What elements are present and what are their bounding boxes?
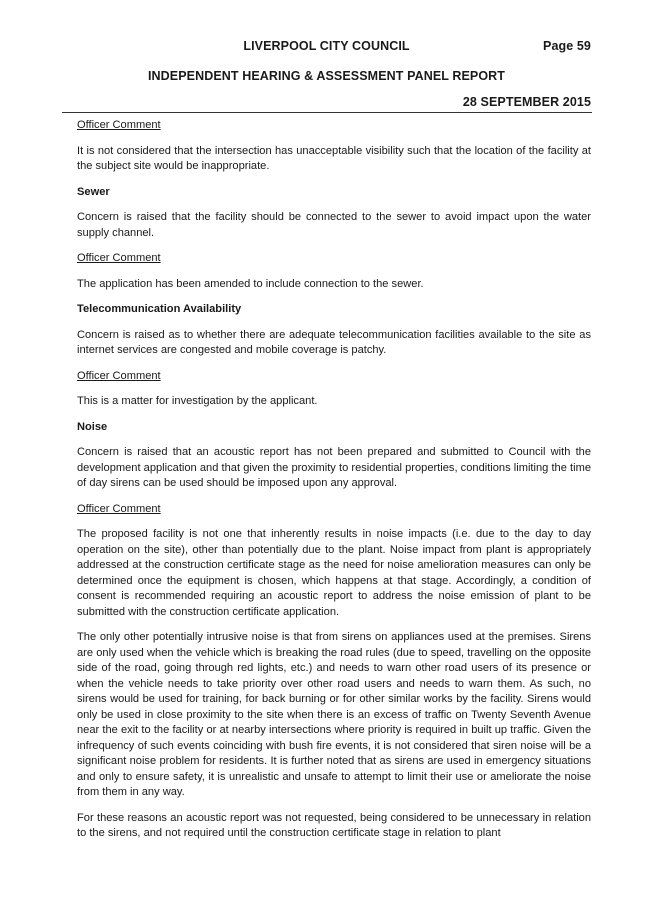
council-name: LIVERPOOL CITY COUNCIL bbox=[243, 39, 410, 53]
section-heading-noise: Noise bbox=[77, 420, 108, 433]
section-heading-sewer: Sewer bbox=[77, 185, 110, 198]
body-paragraph: For these reasons an acoustic report was not requested, being considered to be unnecessary in relation to the sirens, and not required until the construction certificate stage in relation to plant bbox=[77, 811, 591, 839]
document-body bbox=[77, 118, 591, 842]
body-paragraph: The application has been amended to include connection to the sewer. bbox=[77, 277, 424, 290]
body-paragraph: It is not considered that the intersection has unacceptable visibility such that the location of the facility at the subject site would be inappropriate. bbox=[77, 144, 591, 172]
body-paragraph: Concern is raised that an acoustic report has not been prepared and submitted to Council with the development application and that given the proximity to residential properties, conditions limiting the time of day sirens can be used should be imposed upon any approval. bbox=[77, 446, 591, 489]
body-paragraph: Concern is raised that the facility should be connected to the sewer to avoid impact upon the water supply channel. bbox=[77, 211, 591, 239]
officer-comment-heading: Officer Comment bbox=[77, 119, 161, 131]
body-paragraph: Concern is raised as to whether there are adequate telecommunication facilities available to the site as internet services are congested and mobile coverage is patchy. bbox=[77, 328, 591, 356]
report-date: 28 SEPTEMBER 2015 bbox=[462, 95, 591, 109]
body-paragraph: This is a matter for investigation by the applicant. bbox=[77, 395, 318, 407]
officer-comment-heading: Officer Comment bbox=[77, 502, 161, 515]
body-paragraph: The only other potentially intrusive noise is that from sirens on appliances used at the premises. Sirens are only used when the vehicle which is breaking the road rules (due to speed, travelling on the opposite side of the road, going through red lights, etc.) and needs to warn other road users of its presence or when the vehicle needs to take priority over other road users and needs to warn them. As such, no sirens would be used for training, for back burning or for other similar works by the facility. Sirens would only be used in close proximity to the site when there is an excess of traffic on Twenty Seventh Avenue near the exit to the facility or at nearby intersections where priority is required in built up traffic. Given the infrequency of such events coinciding with bush fire events, it is not considered that siren noise will be a significant noise problem for residents. It is further noted that as sirens are used in emergency situations and only to ensure safety, it is unrealistic and unsafe to attempt to limit their use or ameliorate the noise from them in any way. bbox=[77, 631, 591, 798]
body-paragraph: The proposed facility is not one that inherently results in noise impacts (i.e. due to the day to day operation on the site), other than potentially due to the plant. Noise impact from plant is appropriately addressed at the construction certificate stage as the need for noise amelioration measures can only be determined once the equipment is chosen, which happens at that stage. Accordingly, a condition of consent is recommended requiring an acoustic report to address the noise emission of plant to be submitted with the construction certificate application. bbox=[77, 528, 591, 618]
page-number: Page 59 bbox=[543, 39, 591, 53]
report-title: INDEPENDENT HEARING & ASSESSMENT PANEL REPORT bbox=[147, 69, 506, 83]
officer-comment-heading: Officer Comment bbox=[77, 252, 161, 264]
header-divider bbox=[62, 112, 592, 113]
officer-comment-heading: Officer Comment bbox=[77, 369, 161, 382]
section-heading-telecommunication: Telecommunication Availability bbox=[77, 303, 242, 315]
